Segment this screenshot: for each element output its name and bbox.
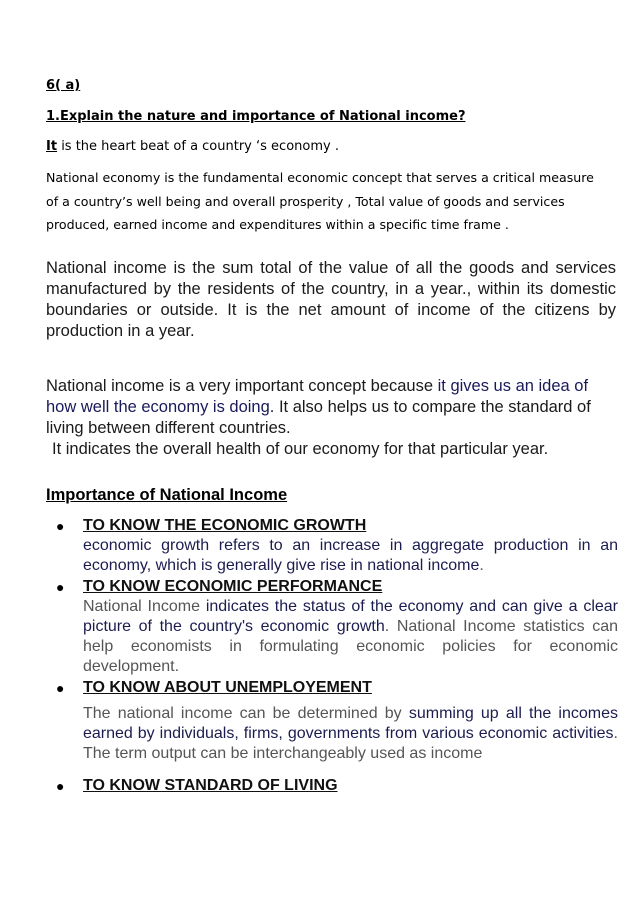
bullet-icon: ● bbox=[56, 518, 65, 534]
bullet-text-part: economic growth refers to an increase in aggregate production in an economy, which is generally give rise in national income bbox=[83, 537, 618, 574]
bullet-text bbox=[83, 597, 618, 677]
bullet-text-part: . The term output can be interchangeably used as income bbox=[83, 725, 618, 762]
bullet-icon: ● bbox=[56, 778, 65, 794]
intro-rest: is the heart beat of a country ‘s economy . bbox=[57, 139, 339, 154]
importance-list bbox=[46, 516, 618, 796]
bullet-icon: ● bbox=[56, 680, 65, 696]
importance-text-1: National income is a very important concept because bbox=[46, 377, 438, 395]
bullet-icon: ● bbox=[56, 579, 65, 595]
section-number: 6( a) bbox=[46, 78, 81, 93]
list-item bbox=[46, 678, 618, 764]
list-item bbox=[46, 577, 618, 677]
bullet-text-part: The national income can be determined by bbox=[83, 705, 409, 722]
bullet-text bbox=[83, 536, 618, 576]
importance-text-4: It indicates the overall health of our economy for that particular year. bbox=[52, 440, 549, 458]
bullet-text-part: . bbox=[479, 557, 484, 574]
intro-line bbox=[46, 139, 339, 154]
importance-paragraph bbox=[46, 376, 616, 460]
bullet-text-part: . National Income statistics can help economists in formulating economic policies for economic development. bbox=[83, 618, 618, 675]
bullet-title: TO KNOW THE ECONOMIC GROWTH bbox=[83, 517, 367, 534]
definition-paragraph: National income is the sum total of the value of all the goods and services manufactured by the residents of the country, in a year., within its domestic boundaries or outside. It is the net amount of income of the citizens by production in a year. bbox=[46, 259, 616, 340]
bullet-text-part: National Income bbox=[83, 598, 206, 615]
bullet-title: TO KNOW STANDARD OF LIVING bbox=[83, 777, 338, 794]
importance-text-3: . It also helps us to compare the standard of living between different countries. bbox=[46, 398, 591, 437]
question-heading: 1.Explain the nature and importance of National income? bbox=[46, 109, 466, 124]
importance-section-heading: Importance of National Income bbox=[46, 486, 288, 504]
bullet-text bbox=[83, 704, 618, 764]
importance-text-2: it gives us an idea of how well the economy is doing bbox=[46, 377, 589, 416]
list-item bbox=[46, 776, 618, 796]
bullet-title: TO KNOW ABOUT UNEMPLOYEMENT bbox=[83, 679, 372, 696]
bullet-text-part: indicates the status of the economy and can give a clear picture of the country's economic growth bbox=[83, 598, 618, 635]
bullet-title: TO KNOW ECONOMIC PERFORMANCE bbox=[83, 578, 383, 595]
list-item bbox=[46, 516, 618, 576]
intro-lead: It bbox=[46, 139, 58, 154]
bullet-text-part: summing up all the incomes earned by individuals, firms, governments from various economic activities bbox=[83, 705, 619, 742]
nature-paragraph: National economy is the fundamental economic concept that serves a critical measure of a country’s well being and overall prosperity , Total value of goods and services produced, earned income and expenditures within a specific time frame . bbox=[46, 170, 594, 232]
